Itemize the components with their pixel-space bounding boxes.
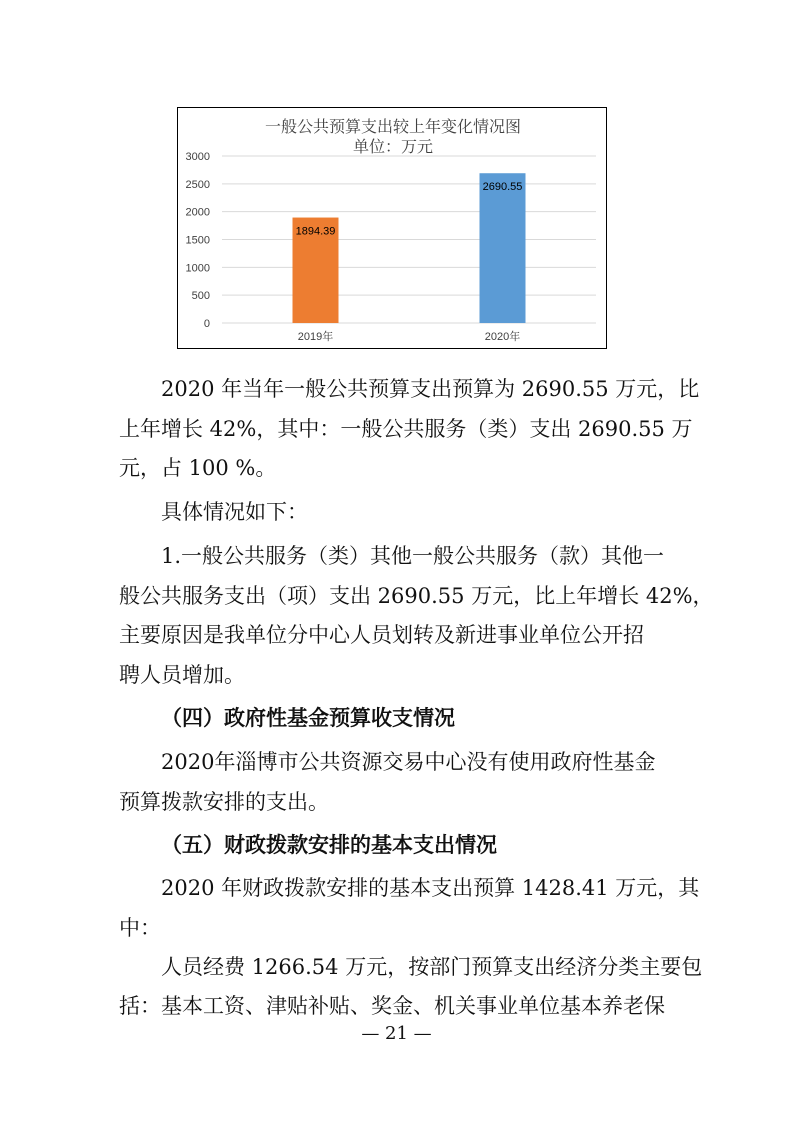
- paragraph-2: 具体情况如下：: [161, 500, 308, 524]
- y-tick-label: 3000: [185, 151, 210, 163]
- x-tick-label: 2020年: [484, 331, 521, 343]
- paragraph-4-line-1: 2020年淄博市公共资源交易中心没有使用政府性基金: [161, 750, 656, 774]
- paragraph-6-line-2: 括：基本工资、津贴补贴、奖金、机关事业单位基本养老保: [119, 994, 665, 1018]
- chart-subtitle: 单位：万元: [352, 137, 434, 156]
- paragraph-1-line-3: 元，占 100 %。: [119, 456, 277, 480]
- y-tick-label: 500: [191, 290, 210, 303]
- paragraph-3-line-4: 聘人员增加。: [119, 663, 245, 687]
- paragraph-5-line-2: 中：: [119, 916, 161, 940]
- bar-2020年: [480, 173, 526, 323]
- section-heading-4: （四）政府性基金预算收支情况: [161, 706, 455, 730]
- data-label: 1894.39: [295, 225, 336, 238]
- y-tick-label: 1500: [185, 234, 210, 247]
- chart-canvas: [178, 108, 608, 350]
- paragraph-6-line-1: 人员经费 1266.54 万元，按部门预算支出经济分类主要包: [161, 955, 703, 979]
- paragraph-1-line-1: 2020 年当年一般公共预算支出预算为 2690.55 万元，比: [161, 377, 700, 401]
- x-tick-label: 2019年: [297, 331, 334, 343]
- chart-title: 一般公共预算支出较上年变化情况图: [264, 117, 522, 136]
- section-heading-5: （五）财政拨款安排的基本支出情况: [161, 833, 497, 857]
- y-tick-label: 0: [203, 318, 210, 330]
- y-tick-label: 2500: [185, 178, 210, 191]
- paragraph-1-line-2: 上年增长 42%，其中：一般公共服务（类）支出 2690.55 万: [119, 417, 693, 441]
- paragraph-4-line-2: 预算拨款安排的支出。: [119, 790, 329, 814]
- bar-chart: [177, 107, 607, 349]
- page-number: — 21 —: [361, 1023, 432, 1044]
- data-label: 2690.55: [482, 181, 523, 194]
- paragraph-3-line-1: 1.一般公共服务（类）其他一般公共服务（款）其他一: [161, 544, 665, 568]
- y-tick-label: 2000: [185, 206, 210, 219]
- paragraph-3-line-2: 般公共服务支出（项）支出 2690.55 万元，比上年增长 42%，: [119, 584, 714, 608]
- paragraph-5-line-1: 2020 年财政拨款安排的基本支出预算 1428.41 万元，其: [161, 876, 700, 900]
- paragraph-3-line-3: 主要原因是我单位分中心人员划转及新进事业单位公开招: [119, 623, 644, 647]
- y-tick-label: 1000: [185, 262, 210, 275]
